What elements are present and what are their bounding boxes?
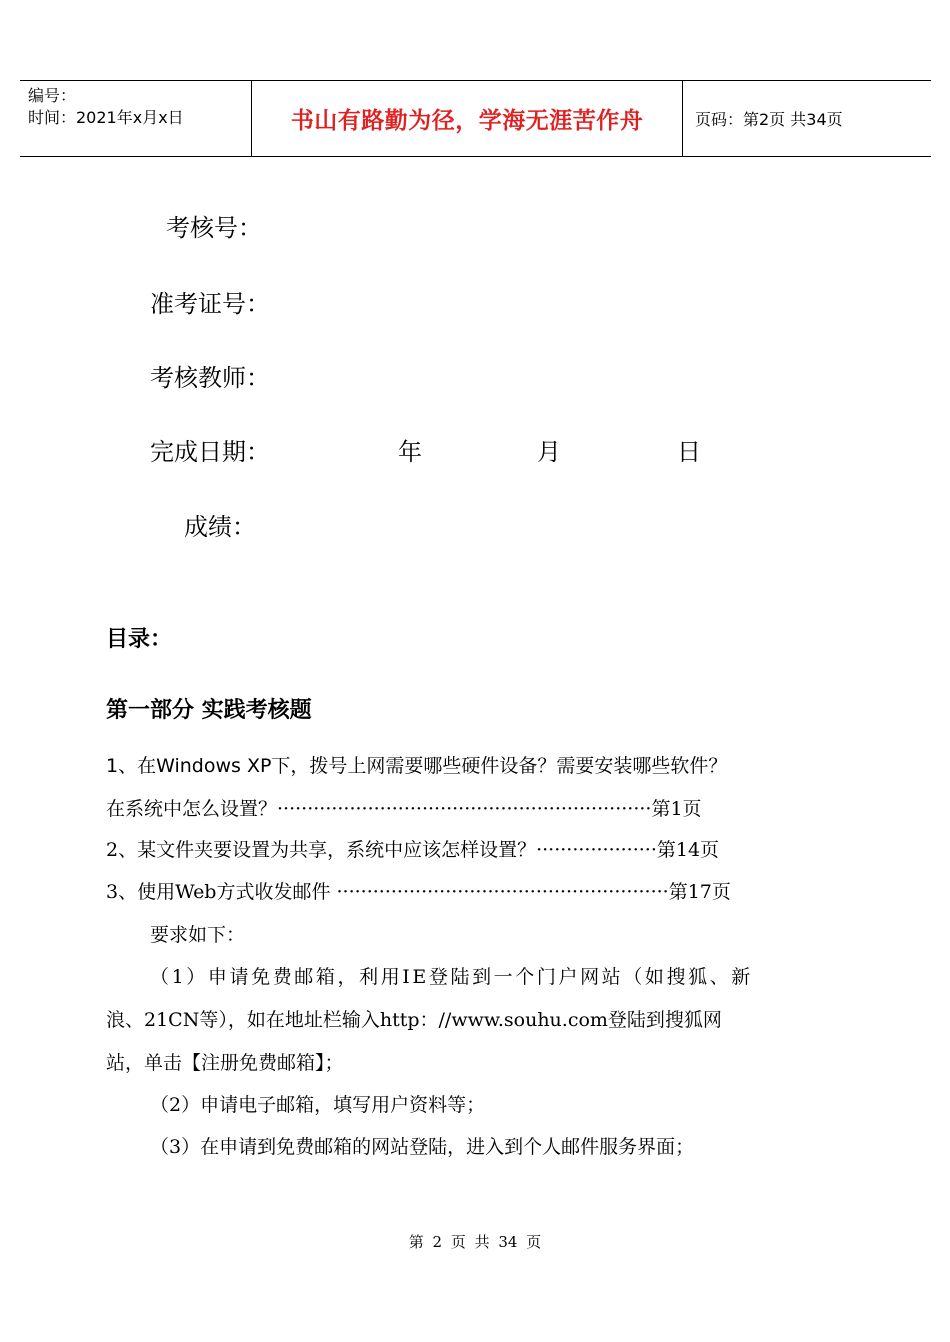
toc-line: 在系统中怎么设置？······························································第1页 <box>106 798 702 820</box>
requirement-line: 要求如下： <box>150 924 246 946</box>
part-one-title: 第一部分 实践考核题 <box>106 698 312 723</box>
date-day-label: 日 <box>677 438 701 466</box>
page-footer: 第 2 页 共 34 页 <box>408 1233 542 1251</box>
ticket-number-label: 准考证号： <box>150 290 270 318</box>
serial-label: 编号： <box>28 86 77 105</box>
requirement-line: 站，单击【注册免费邮箱】； <box>106 1052 344 1074</box>
header-motto-cell <box>252 81 683 156</box>
completion-date-label: 完成日期： <box>150 438 270 466</box>
header-motto: 书山有路勤为径，学海无涯苦作舟 <box>290 108 644 134</box>
header-page-info: 页码：第2页 共34页 <box>695 110 843 129</box>
date-year-label: 年 <box>398 438 422 466</box>
header-page-info-cell <box>683 81 931 156</box>
requirement-line: （2）申请电子邮箱，填写用户资料等； <box>150 1094 486 1116</box>
requirement-line: （1）申请免费邮箱，利用IE登陆到一个门户网站（如搜狐、新 <box>150 966 753 988</box>
requirement-line: （3）在申请到免费邮箱的网站登陆，进入到个人邮件服务界面； <box>150 1136 695 1158</box>
header-meta <box>20 81 252 156</box>
toc-line: 1、在Windows XP下，拨号上网需要哪些硬件设备？需要安装哪些软件？ <box>106 755 728 777</box>
time-label: 时间：2021年x月x日 <box>28 108 184 127</box>
toc-line: 3、使用Web方式收发邮件 ·······················································第17页 <box>106 881 731 903</box>
teacher-label: 考核教师： <box>150 364 270 392</box>
exam-number-label: 考核号： <box>166 214 262 242</box>
toc-line: 2、某文件夹要设置为共享，系统中应该怎样设置？····················第14页 <box>106 839 720 861</box>
page-header <box>20 80 931 157</box>
toc-title: 目录： <box>106 627 173 652</box>
score-label: 成绩： <box>184 513 256 541</box>
date-month-label: 月 <box>537 438 561 466</box>
requirement-line: 浪、21CN等），如在地址栏输入http：//www.souhu.com登陆到搜狐网 <box>106 1009 722 1031</box>
